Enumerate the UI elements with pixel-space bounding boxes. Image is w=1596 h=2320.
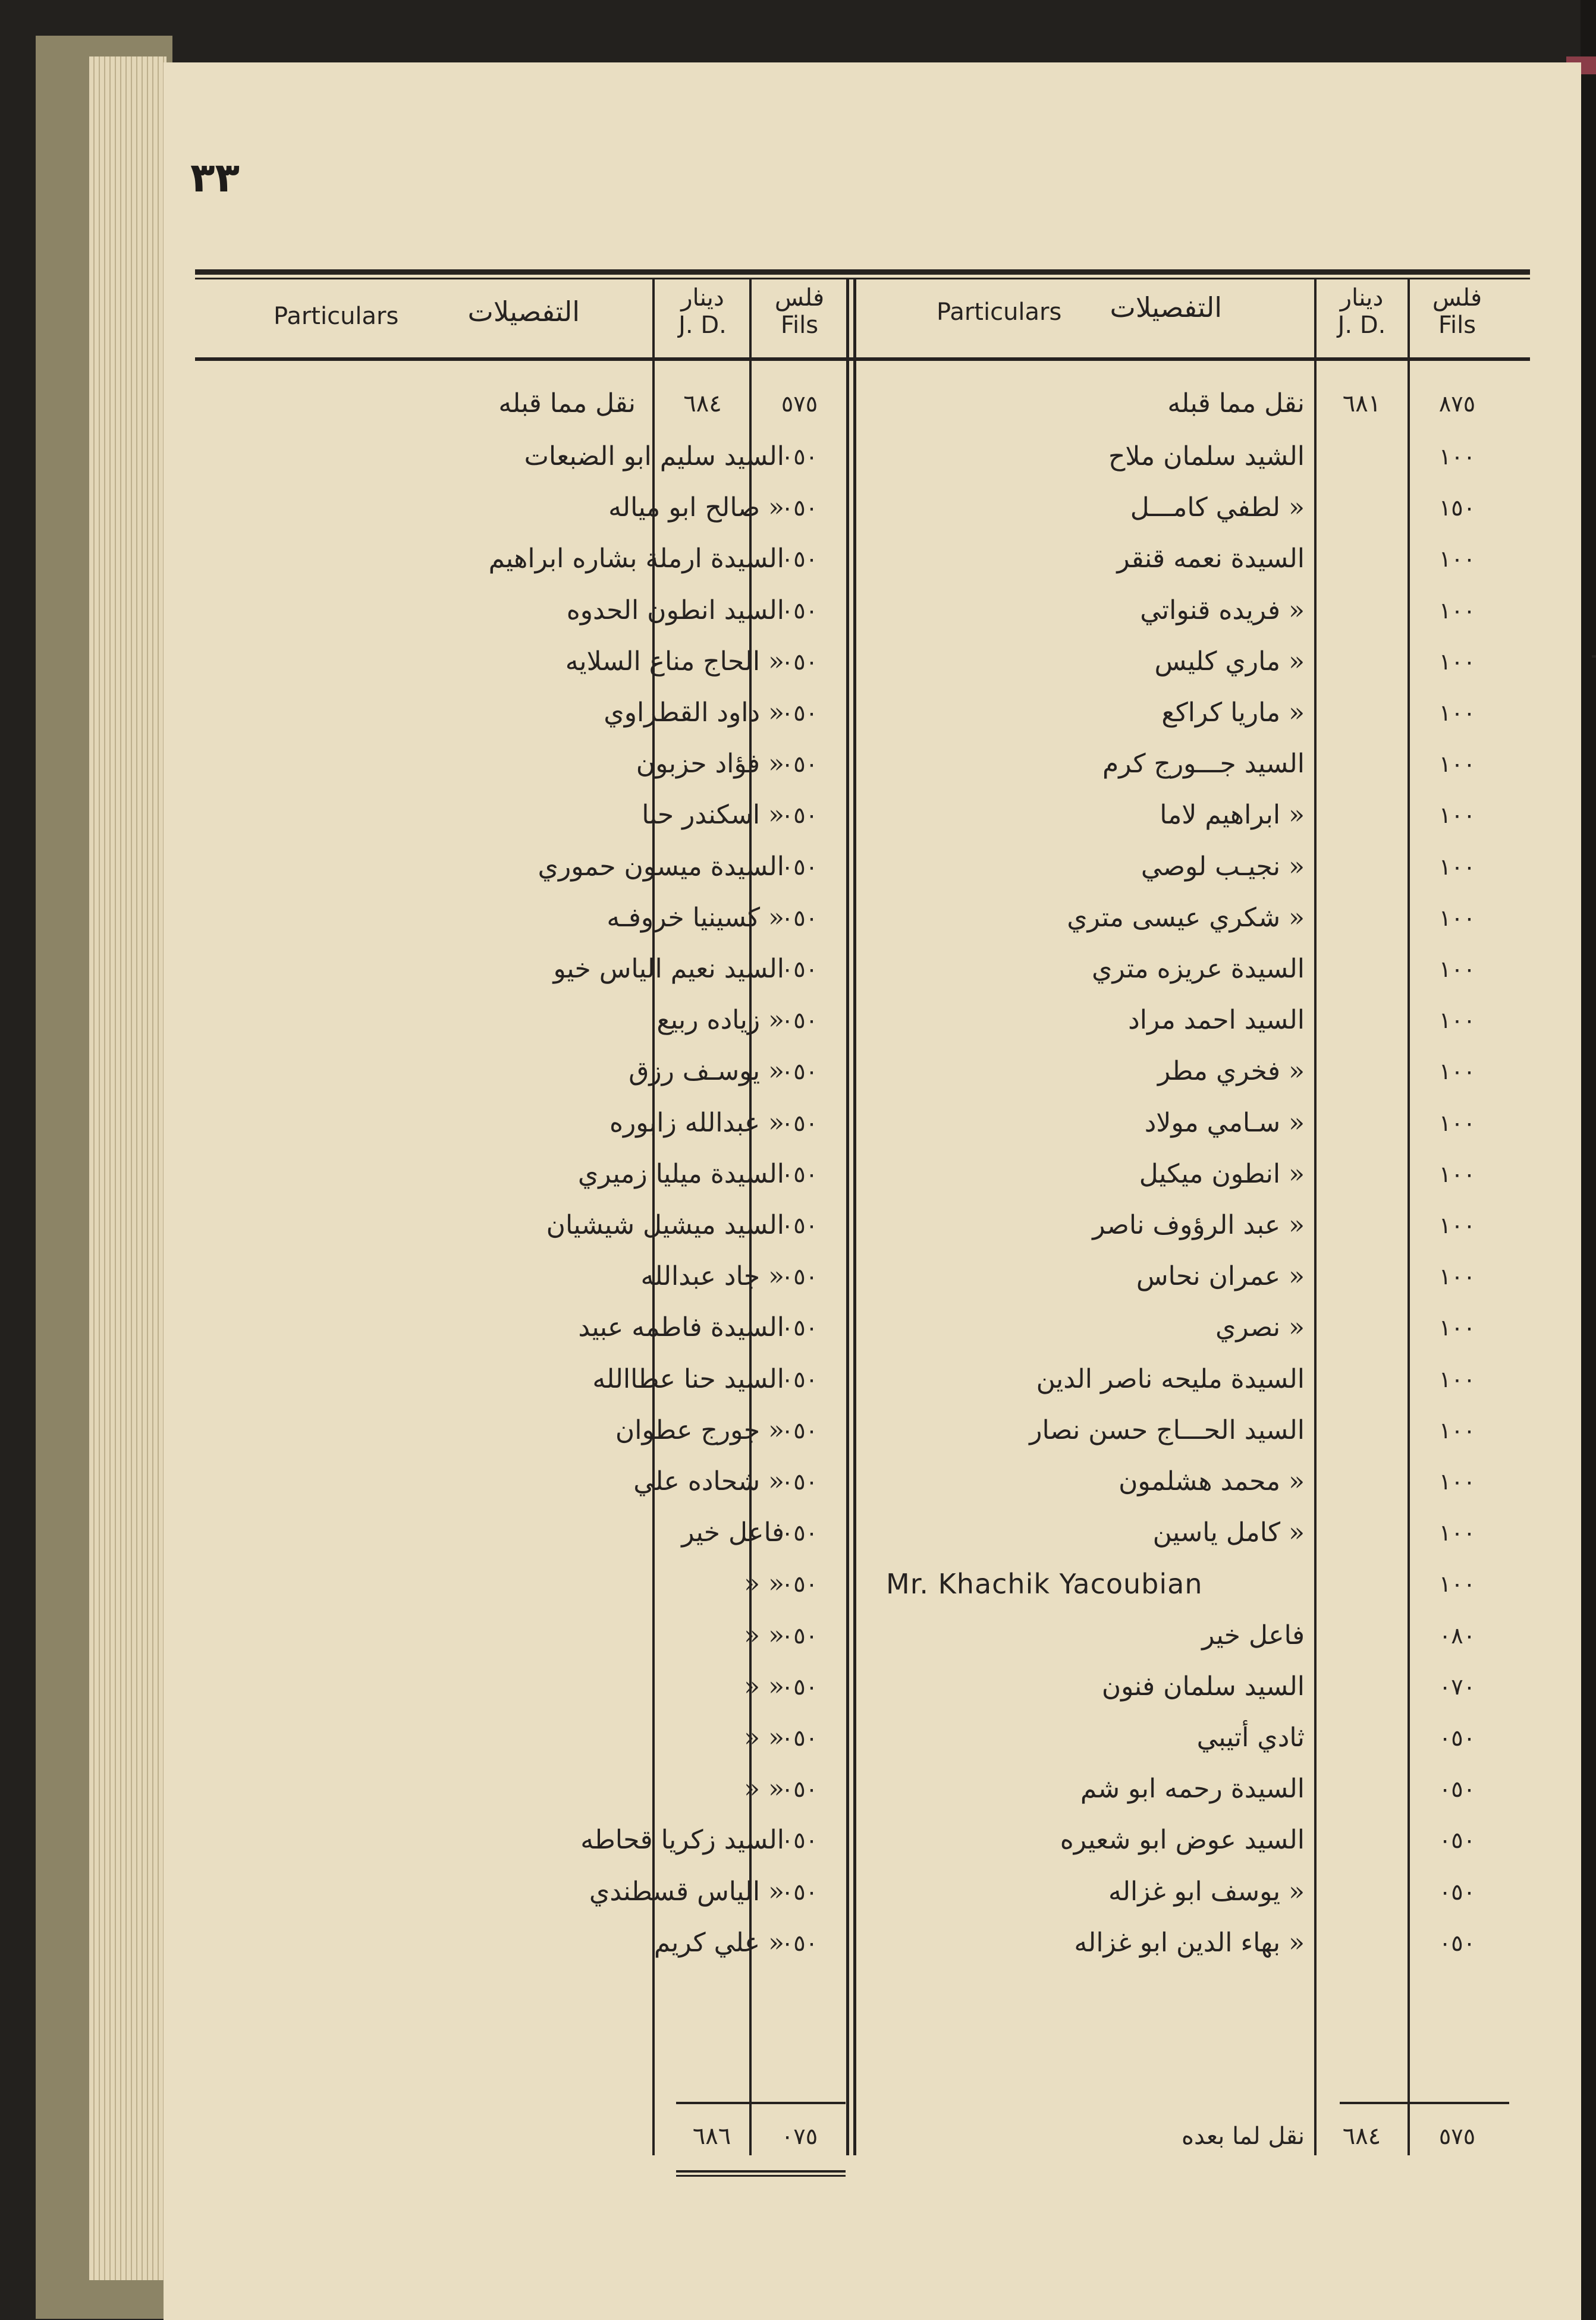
right-entry-name: السيدة عريزه متري: [1092, 954, 1305, 984]
right-header-particulars-en: Particulars: [937, 298, 1062, 326]
right-entry-fils: ٠٥٠: [1438, 1827, 1476, 1854]
right-header-dinar-en: J. D.: [1337, 312, 1386, 339]
right-col-divider-1: [1314, 279, 1317, 2155]
left-entry-fils: ٠٥٠: [781, 751, 818, 778]
left-entry-fils: ٠٥٠: [781, 1263, 818, 1290]
left-entry-name: « الحاج مناع السلايه: [565, 646, 784, 677]
left-carried-forward-label: نقل مما قبله: [498, 388, 636, 419]
left-entry-fils: ٠٥٠: [781, 802, 818, 829]
left-carried-forward-fils: ٥٧٥: [781, 391, 818, 417]
left-total-rule-bottom: [676, 2170, 846, 2173]
left-entry-fils: ٠٥٠: [781, 1776, 818, 1803]
left-entry-name: « «: [744, 1568, 784, 1599]
right-entry-fils: ١٠٠: [1438, 1109, 1476, 1136]
right-entry-name: « كامل ياسين: [1152, 1517, 1305, 1548]
left-entry-name: « فؤاد حزبون: [636, 749, 784, 779]
correction-underline: [1592, 655, 1596, 658]
right-entry-fils: ١٠٠: [1438, 1212, 1476, 1238]
right-entry-name: Mr. Khachik Yacoubian: [886, 1568, 1203, 1601]
left-entry-name: السيد حنا عطاالله: [592, 1363, 784, 1394]
left-entry-name: « كسينيا خروفـه: [607, 902, 784, 933]
left-entry-name: « داود القطراوي: [604, 697, 784, 728]
right-entry-fils: ١٠٠: [1438, 444, 1476, 470]
left-entry-name: « جاد عبدالله: [640, 1261, 784, 1292]
right-entry-name: السيد سلمان فنون: [1101, 1671, 1305, 1702]
left-entry-name: السيدة ميسون حموري: [538, 851, 784, 882]
right-entry-name: « سـامي مولاد: [1144, 1107, 1305, 1138]
left-entry-name: السيد ميشيل شيشيان: [546, 1210, 784, 1240]
left-entry-name: فاعل خير: [681, 1517, 784, 1548]
left-entry-name: « علي كريم: [654, 1927, 784, 1958]
left-entry-fils: ٠٥٠: [781, 1007, 818, 1034]
right-entry-fils: ١٠٠: [1438, 1520, 1476, 1546]
right-entry-name: السيد احمد مراد: [1128, 1005, 1305, 1036]
right-header-fils: [1411, 284, 1503, 339]
left-entry-fils: ٠٥٠: [781, 956, 818, 982]
left-entry-name: السيد زكريا قحاطه: [580, 1825, 784, 1856]
left-entry-fils: ٠٥٠: [781, 1827, 818, 1854]
left-entry-name: السيدة ارملة بشاره ابراهيم: [488, 543, 784, 574]
right-entry-fils: ١٥٠: [1438, 495, 1476, 521]
left-entry-fils: ٠٥٠: [781, 597, 818, 624]
right-entry-name: « فخري مطر: [1158, 1056, 1305, 1087]
left-header-fils: [753, 284, 846, 339]
left-entry-name: « «: [744, 1620, 784, 1651]
right-col-divider-2: [1408, 279, 1410, 2155]
right-carry-over-label: نقل لما بعده: [1182, 2123, 1305, 2150]
left-entry-fils: ٠٥٠: [781, 1058, 818, 1085]
left-entry-name: « «: [744, 1722, 784, 1753]
right-entry-fils: ١٠٠: [1438, 751, 1476, 778]
left-entry-name: « الياس قسطندي: [589, 1876, 784, 1907]
ledger-page: [164, 62, 1581, 2320]
left-col-divider-3: [846, 279, 849, 2155]
right-entry-name: السيدة رحمه ابو شم: [1080, 1774, 1305, 1805]
right-entry-fils: ١٠٠: [1438, 853, 1476, 880]
right-entry-name: ثادي أتيبي: [1196, 1722, 1305, 1753]
left-entry-fils: ٠٥٠: [781, 1161, 818, 1187]
right-header-dinar: [1317, 284, 1406, 339]
right-entry-name: السيد الحـــاج حسن نصار: [1029, 1414, 1305, 1445]
left-header-fils-en: Fils: [780, 312, 819, 339]
right-entry-fils: ٠٥٠: [1438, 1725, 1476, 1751]
left-entry-fils: ٠٥٠: [781, 1315, 818, 1341]
left-entry-fils: ٠٥٠: [781, 1417, 818, 1444]
left-entry-fils: ٠٥٠: [781, 1725, 818, 1751]
right-entry-name: « ماري كليس: [1154, 646, 1305, 677]
left-entry-fils: ٠٥٠: [781, 1366, 818, 1392]
right-entry-fils: ٠٧٠: [1438, 1673, 1476, 1700]
right-entry-name: « محمد هشلمون: [1119, 1466, 1305, 1497]
left-entry-fils: ٠٥٠: [781, 853, 818, 880]
left-entry-name: « يوسـف رزق: [629, 1056, 784, 1087]
right-entry-fils: ١٠٠: [1438, 546, 1476, 573]
left-entry-fils: ٠٥٠: [781, 1469, 818, 1495]
left-entry-name: « عبدالله زابوره: [609, 1107, 784, 1138]
right-entry-name: « عبد الرؤوف ناصر: [1092, 1210, 1305, 1240]
left-entry-name: « صالح ابو مياله: [608, 492, 784, 523]
left-entry-name: السيد سليم ابو الضبعات: [524, 441, 784, 471]
right-entry-name: السيد عوض ابو شعيره: [1060, 1825, 1305, 1856]
right-entry-fils: ٠٥٠: [1438, 1776, 1476, 1803]
right-entry-name: « لطفي كامـــل: [1130, 492, 1305, 523]
left-header-fils-ar: فلس: [774, 284, 825, 312]
book-cover: [1581, 0, 1596, 2320]
left-entry-fils: ٠٥٠: [781, 1622, 818, 1649]
left-total-rule: [676, 2102, 846, 2104]
left-entry-name: « اسكندر حنا: [642, 800, 784, 831]
right-entry-fils: ١٠٠: [1438, 648, 1476, 675]
left-entry-fils: ٠٥٠: [781, 648, 818, 675]
left-entry-name: السيد نعيم الياس خيو: [553, 954, 784, 984]
left-entry-fils: ٠٥٠: [781, 495, 818, 521]
left-entry-fils: ٠٥٠: [781, 1520, 818, 1546]
right-entry-name: « بهاء الدين ابو غزاله: [1074, 1927, 1305, 1958]
left-carry-over-dinar: ٦٨٦: [692, 2123, 731, 2150]
right-header-fils-en: Fils: [1438, 312, 1476, 339]
right-entry-fils: ١٠٠: [1438, 1469, 1476, 1495]
right-entry-name: « يوسف ابو غزاله: [1108, 1876, 1305, 1907]
right-carry-over-dinar: ٦٨٤: [1342, 2123, 1381, 2150]
left-entry-fils: ٠٥٠: [781, 1878, 818, 1905]
right-total-rule: [1340, 2102, 1509, 2104]
right-entry-fils: ١٠٠: [1438, 597, 1476, 624]
left-carried-forward-dinar: ٦٨٤: [683, 390, 722, 417]
right-entry-fils: ١٠٠: [1438, 1417, 1476, 1444]
right-entry-fils: ١٠٠: [1438, 1263, 1476, 1290]
left-entry-fils: ٠٥٠: [781, 1212, 818, 1238]
left-header-dinar-en: J. D.: [678, 312, 727, 339]
right-header-dinar-ar: دينار: [1340, 284, 1384, 312]
left-carry-over-fils: ٠٧٥: [781, 2123, 818, 2149]
left-entry-fils: ٠٥٠: [781, 444, 818, 470]
left-entry-name: « «: [744, 1774, 784, 1805]
right-entry-fils: ١٠٠: [1438, 1366, 1476, 1392]
right-entry-fils: ١٠٠: [1438, 1007, 1476, 1034]
left-header-dinar: [656, 284, 749, 339]
left-total-rule-bottom-thin: [676, 2175, 846, 2177]
right-entry-fils: ١٠٠: [1438, 1571, 1476, 1598]
right-entry-fils: ١٠٠: [1438, 1315, 1476, 1341]
right-header-particulars-ar: التفصيلات: [1110, 291, 1222, 323]
left-entry-fils: ٠٥٠: [781, 700, 818, 726]
right-entry-name: « ماريا كراكع: [1161, 697, 1305, 728]
left-entry-fils: ٠٥٠: [781, 904, 818, 931]
right-carried-forward-dinar: ٦٨١: [1342, 390, 1381, 417]
left-header-particulars-en: Particulars: [274, 303, 399, 330]
left-header-particulars-ar: التفصيلات: [467, 295, 580, 328]
right-entry-name: فاعل خير: [1202, 1620, 1305, 1651]
right-entry-name: السيدة مليحه ناصر الدين: [1036, 1363, 1305, 1394]
right-entry-name: السيد جـــورج كرم: [1102, 749, 1305, 779]
left-entry-name: السيدة ميليا زميري: [577, 1158, 784, 1189]
right-entry-fils: ١٠٠: [1438, 904, 1476, 931]
right-entry-fils: ١٠٠: [1438, 1161, 1476, 1187]
left-entry-fils: ٠٥٠: [781, 1109, 818, 1136]
right-carry-over-fils: ٥٧٥: [1438, 2123, 1476, 2149]
left-header-dinar-ar: دينار: [681, 284, 724, 312]
left-entry-name: « «: [744, 1671, 784, 1702]
right-carried-forward-fils: ٨٧٥: [1438, 391, 1476, 417]
center-double-rule: [853, 279, 856, 2155]
right-entry-fils: ٠٥٠: [1438, 1929, 1476, 1956]
left-entry-name: السيدة فاطمه عبيد: [578, 1312, 784, 1343]
left-entry-name: « شحاده علي: [633, 1466, 784, 1497]
right-entry-name: « عمران نحاس: [1136, 1261, 1305, 1292]
right-entry-fils: ٠٨٠: [1438, 1622, 1476, 1649]
right-entry-fils: ١٠٠: [1438, 700, 1476, 726]
page-edges: [89, 56, 166, 2280]
right-entry-name: « ابراهيم لاما: [1160, 800, 1305, 831]
right-entry-name: « شكري عيسى متري: [1067, 902, 1305, 933]
right-carried-forward-label: نقل مما قبله: [1167, 388, 1305, 419]
right-header-fils-ar: فلس: [1432, 284, 1482, 312]
right-entry-name: « انطون ميكيل: [1139, 1158, 1305, 1189]
header-rule-bottom: [195, 357, 1530, 361]
right-entry-fils: ١٠٠: [1438, 956, 1476, 982]
header-rule-top: [195, 269, 1530, 275]
left-entry-name: السيد انطون الحدوه: [566, 595, 784, 625]
left-entry-name: « زياده ربيع: [656, 1005, 784, 1036]
right-entry-fils: ٠٥٠: [1438, 1878, 1476, 1905]
left-entry-name: « جورج عطوان: [615, 1414, 784, 1445]
left-entry-fils: ٠٥٠: [781, 1571, 818, 1598]
right-entry-name: « نجيـب لوصي: [1141, 851, 1305, 882]
right-entry-name: « فريده قنواتي: [1140, 595, 1305, 625]
right-entry-name: السيدة نعمه قنقر: [1117, 543, 1305, 574]
left-entry-fils: ٠٥٠: [781, 1673, 818, 1700]
page-number: ٣٣: [190, 155, 240, 202]
right-entry-fils: ١٠٠: [1438, 802, 1476, 829]
header-rule-top-thin: [195, 278, 1530, 279]
right-entry-name: « نصري: [1215, 1312, 1305, 1343]
right-entry-name: الشيد سلمان ملاح: [1108, 441, 1305, 471]
left-entry-fils: ٠٥٠: [781, 546, 818, 573]
left-entry-fils: ٠٥٠: [781, 1929, 818, 1956]
right-entry-fils: ١٠٠: [1438, 1058, 1476, 1085]
